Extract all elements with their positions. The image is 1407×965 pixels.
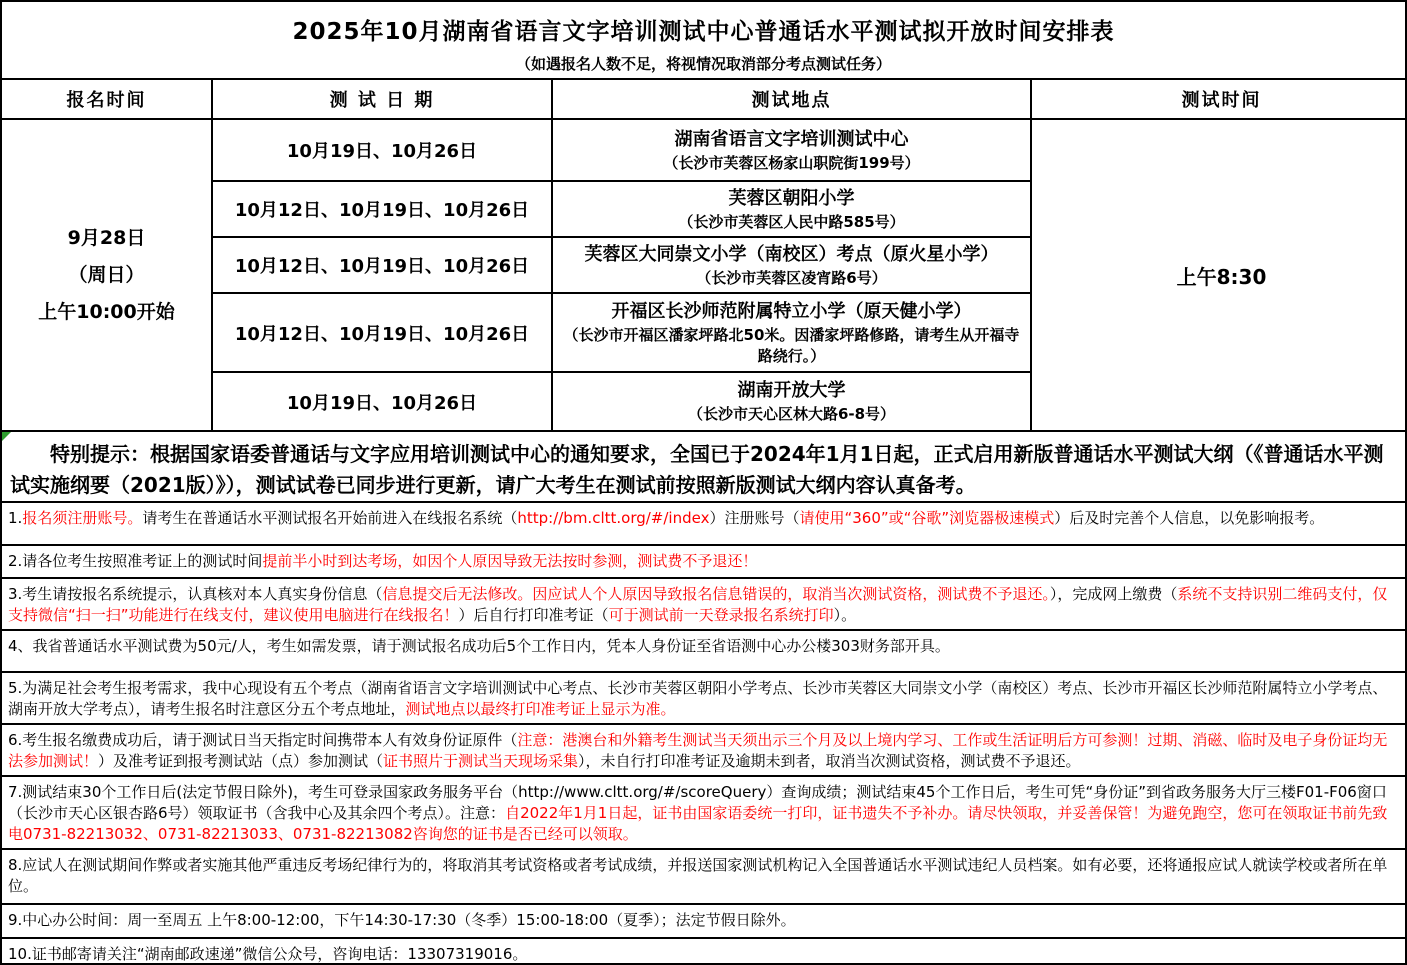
table-header-row	[1, 79, 1407, 119]
location-address: （长沙市芙蓉区人民中路585号）	[678, 212, 905, 231]
note-text-segment: 信息提交后无法修改。因应试人个人原因导致报名信息错误的，取消当次测试资格，测试费不予退还。	[382, 585, 1050, 603]
header-registration-time: 报名时间	[1, 79, 212, 119]
location-address: （长沙市芙蓉区杨家山职院街199号）	[663, 153, 920, 172]
note-text-segment: 提前半小时到达考场，如因个人原因导致无法按时参测，测试费不予退还！	[262, 552, 758, 570]
note-text-segment: 4、我省普通话水平测试费为50元/人，考生如需发票，请于测试报名成功后5个工作日内，凭本人身份证至省语测中心办公楼303财务部开具。	[8, 637, 950, 655]
test-dates-cell: 10月12日、10月19日、10月26日	[212, 181, 552, 237]
note-text-segment: ）及准考证到报考测试站（点）参加测试（	[98, 752, 384, 770]
note-text-segment: 请考生在普通话水平测试报名开始前进入在线报名系统（	[142, 509, 518, 527]
note-text-segment: ）查询成绩；测试结束45个工作日后，考生可凭“身份证”到省政务服务大厅三楼F01-F06窗口（长沙市天心区银杏路6号）领取证书（含我中心及其余四个考点）。注意：	[8, 783, 1387, 822]
note-item-10	[2, 939, 1405, 965]
test-dates-cell: 10月12日、10月19日、10月26日	[212, 237, 552, 293]
schedule-table	[0, 78, 1407, 432]
note-item-7	[2, 777, 1405, 850]
registration-time-line: 9月28日	[67, 226, 146, 249]
note-item-8	[2, 850, 1405, 905]
special-notice-text: 特别提示：根据国家语委普通话与文字应用培训测试中心的通知要求，全国已于2024年1月1日起，正式启用新版普通话水平测试大纲（《普通话水平测试实施纲要（2021版）》），测试试卷已同步进行更新，请广大考生在测试前按照新版测试大纲内容认真备考。	[10, 442, 1384, 497]
header-test-time: 测试时间	[1031, 79, 1407, 119]
note-item-1	[2, 503, 1405, 546]
location-name: 湖南省语言文字培训测试中心	[674, 128, 909, 150]
test-location-cell	[552, 293, 1031, 372]
note-item-5	[2, 673, 1405, 725]
page-subtitle: （如遇报名人数不足，将视情况取消部分考点测试任务）	[515, 55, 891, 73]
location-name: 开福区长沙师范附属特立小学（原天健小学）	[611, 301, 972, 323]
test-time-cell: 上午8:30	[1031, 119, 1407, 431]
note-text-segment: 系统不支持识别二维码支付，仅支持微信“扫一扫”功能进行在线支付，建议使用电脑进行在线报名！	[8, 585, 1388, 624]
test-dates-cell: 10月19日、10月26日	[212, 119, 552, 181]
location-name: 芙蓉区朝阳小学	[728, 187, 855, 209]
note-text-segment: 2.请各位考生按照准考证上的测试时间	[8, 552, 263, 570]
note-item-4	[2, 631, 1405, 673]
page-title: 2025年10月湖南省语言文字培训测试中心普通话水平测试拟开放时间安排表	[292, 19, 1115, 45]
note-item-6	[2, 725, 1405, 777]
note-text-segment: 1.	[8, 509, 23, 527]
test-location-cell	[552, 237, 1031, 293]
note-text-segment: 自2022年1月1日起，证书由国家语委统一打印，证书遗失不予补办。请尽快领取，并妥善保管！为避免跑空，您可在领取证书前先致电0731-82213032、0731-82213033、0731-82213082咨询您的证书是否已经可以领取。	[8, 804, 1388, 843]
location-address: （长沙市开福区潘家坪路北50米。因潘家坪路修路，请考生从开福寺路绕行。）	[563, 326, 1020, 365]
note-text-segment: 请使用“360”或“谷歌”浏览器极速模式	[799, 509, 1055, 527]
cell-corner-marker-icon	[2, 432, 11, 441]
note-text-segment: ），未自行打印准考证及逾期未到者，取消当次测试资格，测试费不予退还。	[578, 752, 1081, 770]
note-text-segment: 注意：港澳台和外籍考生测试当天须出示三个月及以上境内学习、工作或生活证明后方可参测！过期、消磁、临时及电子身份证均无法参加测试！	[8, 731, 1388, 770]
note-item-2	[2, 546, 1405, 579]
special-notice	[2, 432, 1405, 503]
note-text-segment: 3.考生请按报名系统提示，认真核对本人真实身份信息（	[8, 585, 383, 603]
registration-time-line: 上午10:00开始	[38, 300, 175, 323]
note-text-segment: 证书照片于测试当天现场采集	[383, 752, 579, 770]
url-text: http://www.cltt.org/#/scoreQuery	[518, 783, 767, 801]
notes-list	[2, 503, 1405, 965]
note-text-segment: 7.测试结束30个工作日后(法定节假日除外)，考生可登录国家政务服务平台（	[8, 783, 519, 801]
note-text-segment: 报名须注册账号。	[22, 509, 143, 527]
table-row	[1, 119, 1407, 181]
url-text: http://bm.cltt.org/#/index	[517, 509, 710, 527]
note-text-segment: 9.中心办公时间：周一至周五 上午8:00-12:00，下午14:30-17:30（冬季）15:00-18:00（夏季）；法定节假日除外。	[8, 911, 796, 929]
registration-time-line: （周日）	[68, 263, 145, 286]
note-text-segment: 8.应试人在测试期间作弊或者实施其他严重违反考场纪律行为的，将取消其考试资格或者考试成绩，并报送国家测试机构记入全国普通话水平测试违纪人员档案。如有必要，还将通报应试人就读学校或者所在单位。	[8, 856, 1388, 895]
location-name: 芙蓉区大同崇文小学（南校区）考点（原火星小学）	[584, 243, 999, 265]
note-text-segment: ）后自行打印准考证（	[458, 606, 609, 624]
note-text-segment: 测试地点以最终打印准考证上显示为准。	[405, 700, 676, 718]
note-item-3	[2, 579, 1405, 631]
test-location-cell	[552, 372, 1031, 431]
location-address: （长沙市天心区林大路6-8号）	[687, 405, 896, 424]
location-address: （长沙市芙蓉区凌宵路6号）	[696, 268, 887, 287]
header-test-location: 测试地点	[552, 79, 1031, 119]
note-item-9	[2, 905, 1405, 939]
location-name: 湖南开放大学	[737, 380, 846, 402]
test-location-cell	[552, 181, 1031, 237]
header-test-dates: 测 试 日 期	[212, 79, 552, 119]
test-dates-cell: 10月19日、10月26日	[212, 372, 552, 431]
test-dates-cell: 10月12日、10月19日、10月26日	[212, 293, 552, 372]
note-text-segment: ），完成网上缴费（	[1049, 585, 1178, 603]
note-text-segment: 可于测试前一天登录报名系统打印	[608, 606, 834, 624]
note-text-segment: ）后及时完善个人信息，以免影响报考。	[1054, 509, 1325, 527]
note-text-segment: ）注册账号（	[709, 509, 800, 527]
title-block	[2, 2, 1405, 78]
note-text-segment: 5.为满足社会考生报考需求，我中心现设有五个考点（湖南省语言文字培训测试中心考点、长沙市芙蓉区朝阳小学考点、长沙市芙蓉区大同崇文小学（南校区）考点、长沙市开福区长沙师范附属特立小学考点、湖南开放大学考点），请考生报名时注意区分五个考点地址，	[8, 679, 1388, 718]
note-text-segment: 6.考生报名缴费成功后，请于测试日当天指定时间携带本人有效身份证原件（	[8, 731, 518, 749]
note-text-segment: ）。	[833, 606, 857, 624]
test-location-cell	[552, 119, 1031, 181]
note-text-segment: 10.证书邮寄请关注“湖南邮政速递”微信公众号，咨询电话：13307319016。	[8, 945, 528, 963]
registration-time-cell	[1, 119, 212, 431]
